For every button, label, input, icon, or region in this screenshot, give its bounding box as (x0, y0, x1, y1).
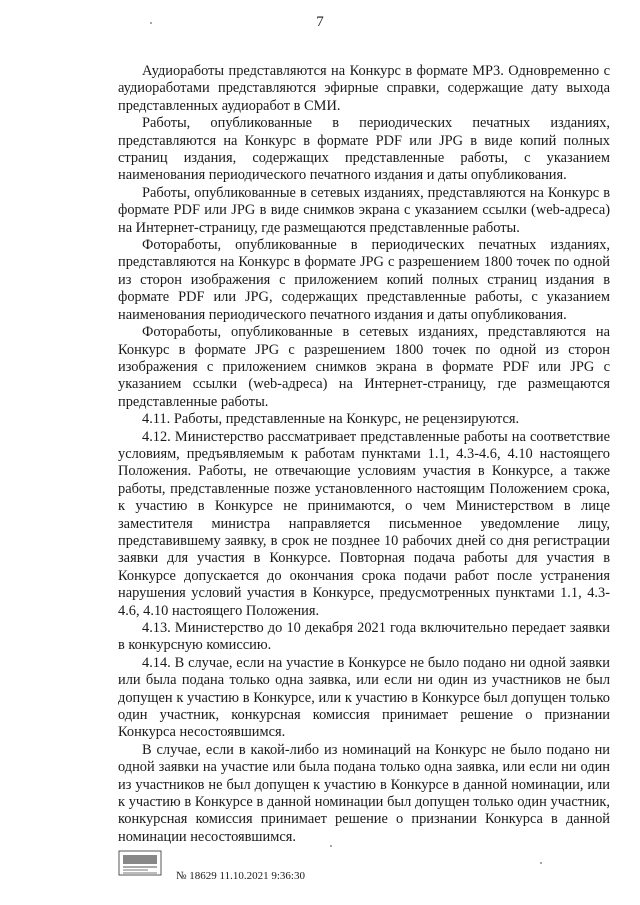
scan-speck (150, 22, 152, 24)
clause-4-12: 4.12. Министерство рассматривает представленные работы на соответствие условиям, предъявляемым к работам пунктами 1.1, 4.3-4.6, 4.10 настоящего Положения. Работы, не отвечающие условиям участия в Конкурсе, а также работы, представленные позже установленного настоящим Положением срока, к участию в Конкурсе не принимаются, о чем Министерством в лице заместителя министра направляется письменное уведомление лицу, представившему заявку, в срок не позднее 10 рабочих дней со дня регистрации заявки для участия в Конкурсе. Повторная подача работы для участия в Конкурсе допускается до окончания срока подачи работ после устранения нарушения условий участия в Конкурсе, предусмотренных пунктами 1.1, 4.3-4.6, 4.10 настоящего Положения. (118, 428, 610, 619)
paragraph-print-photos: Фотоработы, опубликованные в периодических печатных изданиях, представляются на Конкурс в формате JPG с разрешением 1800 точек по одной из сторон изображения с приложением копий полных страниц издания в формате PDF или JPG, содержащих представленные работы, с указанием наименования периодического печатного издания и даты опубликования. (118, 237, 610, 323)
paragraph-online-photos: Фотоработы, опубликованные в сетевых изданиях, представляются на Конкурс в формате JPG с разрешением 1800 точек по одной из сторон изображения с приложением снимков экрана в формате PDF или JPG с указанием ссылки (web-адреса) на Интернет-страницу, где размещаются представленные работы. (118, 324, 610, 410)
registration-number: № 18629 11.10.2021 9:36:30 (176, 870, 305, 882)
clause-4-11: 4.11. Работы, представленные на Конкурс, не рецензируются. (142, 411, 520, 428)
paragraph-audio-works: Аудиоработы представляются на Конкурс в формате MP3. Одновременно с аудиоработами представляются эфирные справки, содержащие дату выхода представленных аудиоработ в СМИ. (118, 63, 610, 114)
paragraph-print-works: Работы, опубликованные в периодических печатных изданиях, представляются на Конкурс в формате PDF или JPG в виде копий полных страниц издания, содержащих представленные работы, с указанием наименования периодического печатного издания и даты опубликования. (118, 115, 610, 184)
paragraph-nomination-failure: В случае, если в какой-либо из номинаций на Конкурс не было подано ни одной заявки на участие или была подана только одна заявка, или если ни один из участников не был допущен к участию в Конкурсе в данной номинации, или к участию в Конкурсе в данной номинации был допущен только один участник, конкурсная комиссия принимает решение о признании Конкурса в данной номинации несостоявшимся. (118, 741, 610, 845)
document-footer (118, 848, 418, 888)
scan-speck (330, 845, 332, 847)
document-body (118, 63, 610, 846)
paragraph-online-works: Работы, опубликованные в сетевых изданиях, представляются на Конкурс в формате PDF или JPG в виде снимков экрана с указанием ссылки (web-адреса) на Интернет-страницу, где размещаются представленные работы. (118, 184, 610, 236)
page-number: 7 (316, 14, 324, 30)
clause-4-14: 4.14. В случае, если на участие в Конкурсе не было подано ни одной заявки или была подана только одна заявка, или если ни один из участников не был допущен к участию в Конкурсе, или к участию в Конкурсе был допущен только один участник, конкурсная комиссия принимает решение о признании Конкурса несостоявшимся. (118, 654, 610, 741)
scan-speck (540, 862, 542, 864)
clause-4-13: 4.13. Министерство до 10 декабря 2021 года включительно передает заявки в конкурсную комиссию. (118, 620, 610, 654)
registry-stamp-icon (118, 850, 162, 876)
